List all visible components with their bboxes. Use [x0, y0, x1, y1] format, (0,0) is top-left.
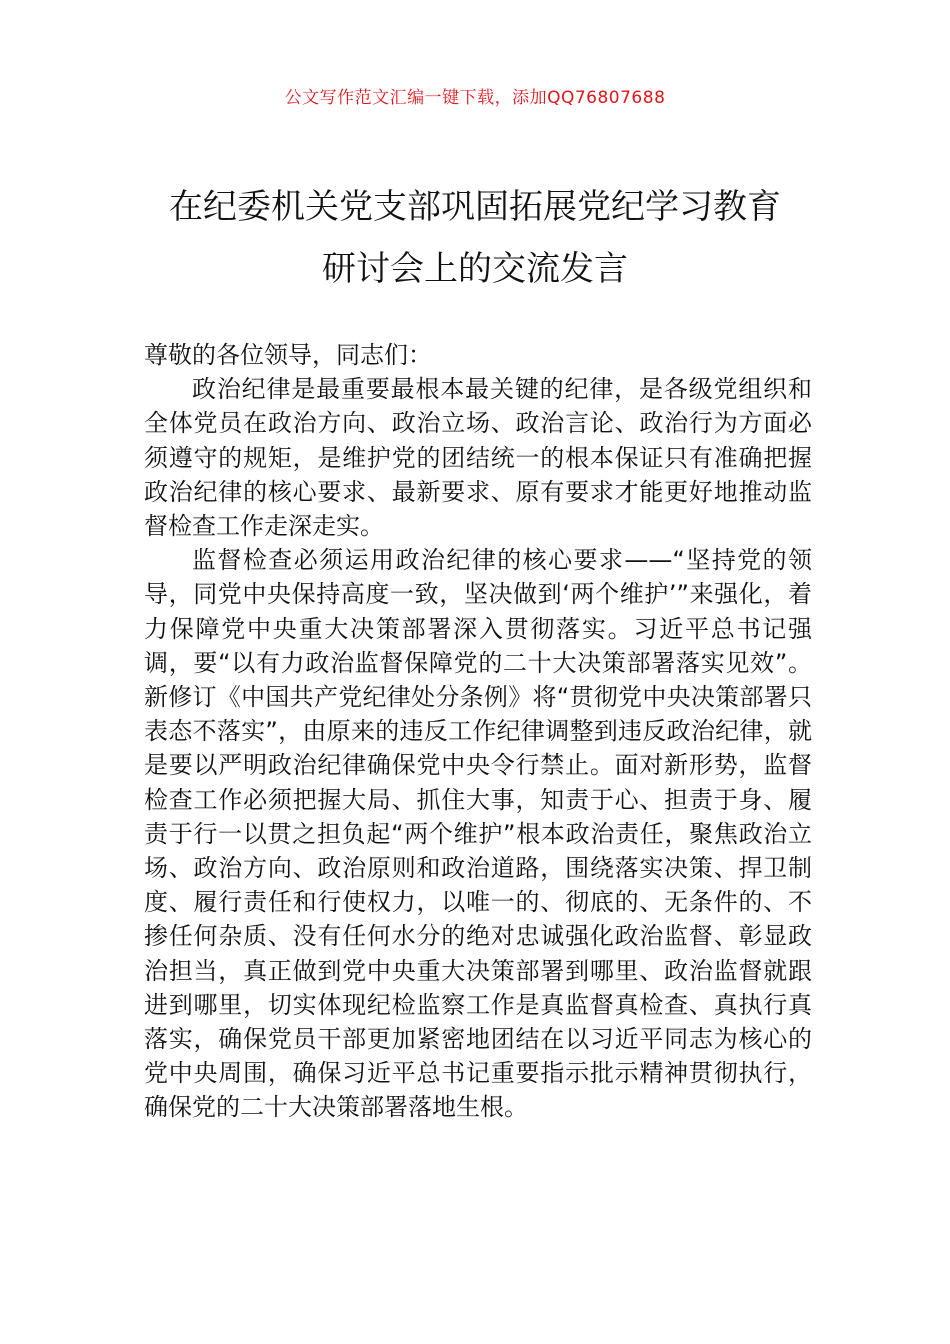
- document-body: [144, 338, 812, 1125]
- body-paragraph-1: 政治纪律是最重要最根本最关键的纪律，是各级党组织和全体党员在政治方向、政治立场、政治言论、政治行为方面必须遵守的规矩，是维护党的团结统一的根本保证只有准确把握政治纪律的核心要求、最新要求、原有要求才能更好地推动监督检查工作走深走实。: [144, 375, 812, 541]
- document-title-line-2: 研讨会上的交流发言: [322, 249, 628, 289]
- download-notice: 公文写作范文汇编一键下载，添加QQ76807688: [284, 88, 666, 108]
- document-title-line-1: 在纪委机关党支部巩固拓展党纪学习教育: [169, 187, 781, 227]
- salutation: 尊敬的各位领导，同志们：: [144, 341, 432, 369]
- body-paragraph-2: 监督检查必须运用政治纪律的核心要求——“坚持党的领导，同党中央保持高度一致，坚决做到‘两个维护’”来强化，着力保障党中央重大决策部署深入贯彻落实。习近平总书记强调，要“以有力政治监督保障党的二十大决策部署落实见效”。新修订《中国共产党纪律处分条例》将“贯彻党中央决策部署只表态不落实”，由原来的违反工作纪律调整到违反政治纪律，就是要以严明政治纪律确保党中央令行禁止。面对新形势，监督检查工作必须把握大局、抓住大事，知责于心、担责于身、履责于行一以贯之担负起“两个维护”根本政治责任，聚焦政治立场、政治方向、政治原则和政治道路，围绕落实决策、捍卫制度、履行责任和行使权力，以唯一的、彻底的、无条件的、不掺任何杂质、没有任何水分的绝对忠诚强化政治监督、彰显政治担当，真正做到党中央重大决策部署到哪里、政治监督就跟进到哪里，切实体现纪检监察工作是真监督真检查、真执行真落实，确保党员干部更加紧密地团结在以习近平同志为核心的党中央周围，确保习近平总书记重要指示批示精神贯彻执行，确保党的二十大决策部署落地生根。: [144, 546, 812, 1122]
- document-title: [140, 176, 810, 300]
